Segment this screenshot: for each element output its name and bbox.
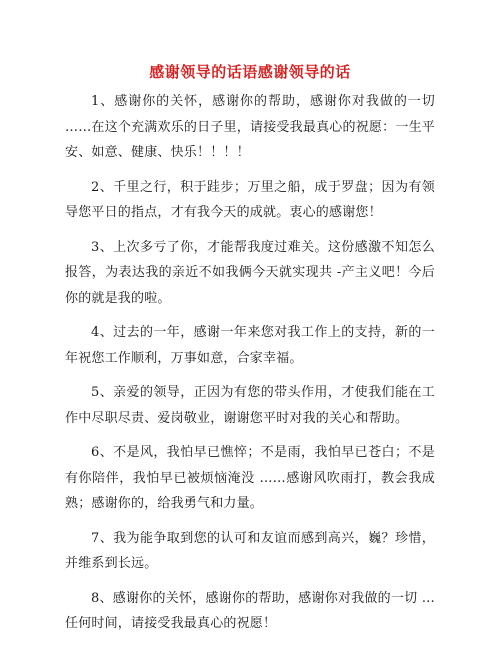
document-title: 感谢领导的话语感谢领导的话 (149, 63, 351, 81)
paragraph-2: 2、千里之行，积于跬步；万里之船，成于罗盘；因为有领导您平日的指点，才有我今天的成就。衷心的感谢您！ (65, 179, 435, 220)
paragraph-3: 3、上次多亏了你，才能帮我度过难关。这份感激不知怎么报答，为表达我的亲近不如我俩今天就实现共 -产主义吧！今后你的就是我的啦。 (65, 239, 435, 306)
paragraph-7: 7、我为能争取到您的认可和友谊而感到高兴，巍？珍惜，并维系到长远。 (65, 530, 435, 571)
paragraph-4: 4、过去的一年，感谢一年来您对我工作上的支持，新的一年祝您工作顺利，万事如意，合家幸福。 (65, 325, 435, 366)
paragraph-8: 8、感谢你的关怀，感谢你的帮助，感谢你对我做的一切 …任何时间，请接受我最真心的祝愿！ (65, 590, 435, 631)
paragraph-1: 1、感谢你的关怀，感谢你的帮助，感谢你对我做的一切 ……在这个充满欢乐的日子里，请接受我最真心的祝愿：一生平安、如意、健康、快乐！！！！ (65, 94, 435, 160)
document-body (65, 89, 435, 646)
paragraph-6: 6、不是风，我怕早已憔悴；不是雨，我怕早已苍白；不是有你陪伴，我怕早已被烦恼淹没 ……感谢风吹雨打，教会我成熟；感谢你的，给我勇气和力量。 (65, 445, 435, 511)
paragraph-5: 5、亲爱的领导，正因为有您的带头作用，才使我们能在工作中尽职尽责、爱岗敬业，谢谢您平时对我的关心和帮助。 (65, 385, 435, 426)
